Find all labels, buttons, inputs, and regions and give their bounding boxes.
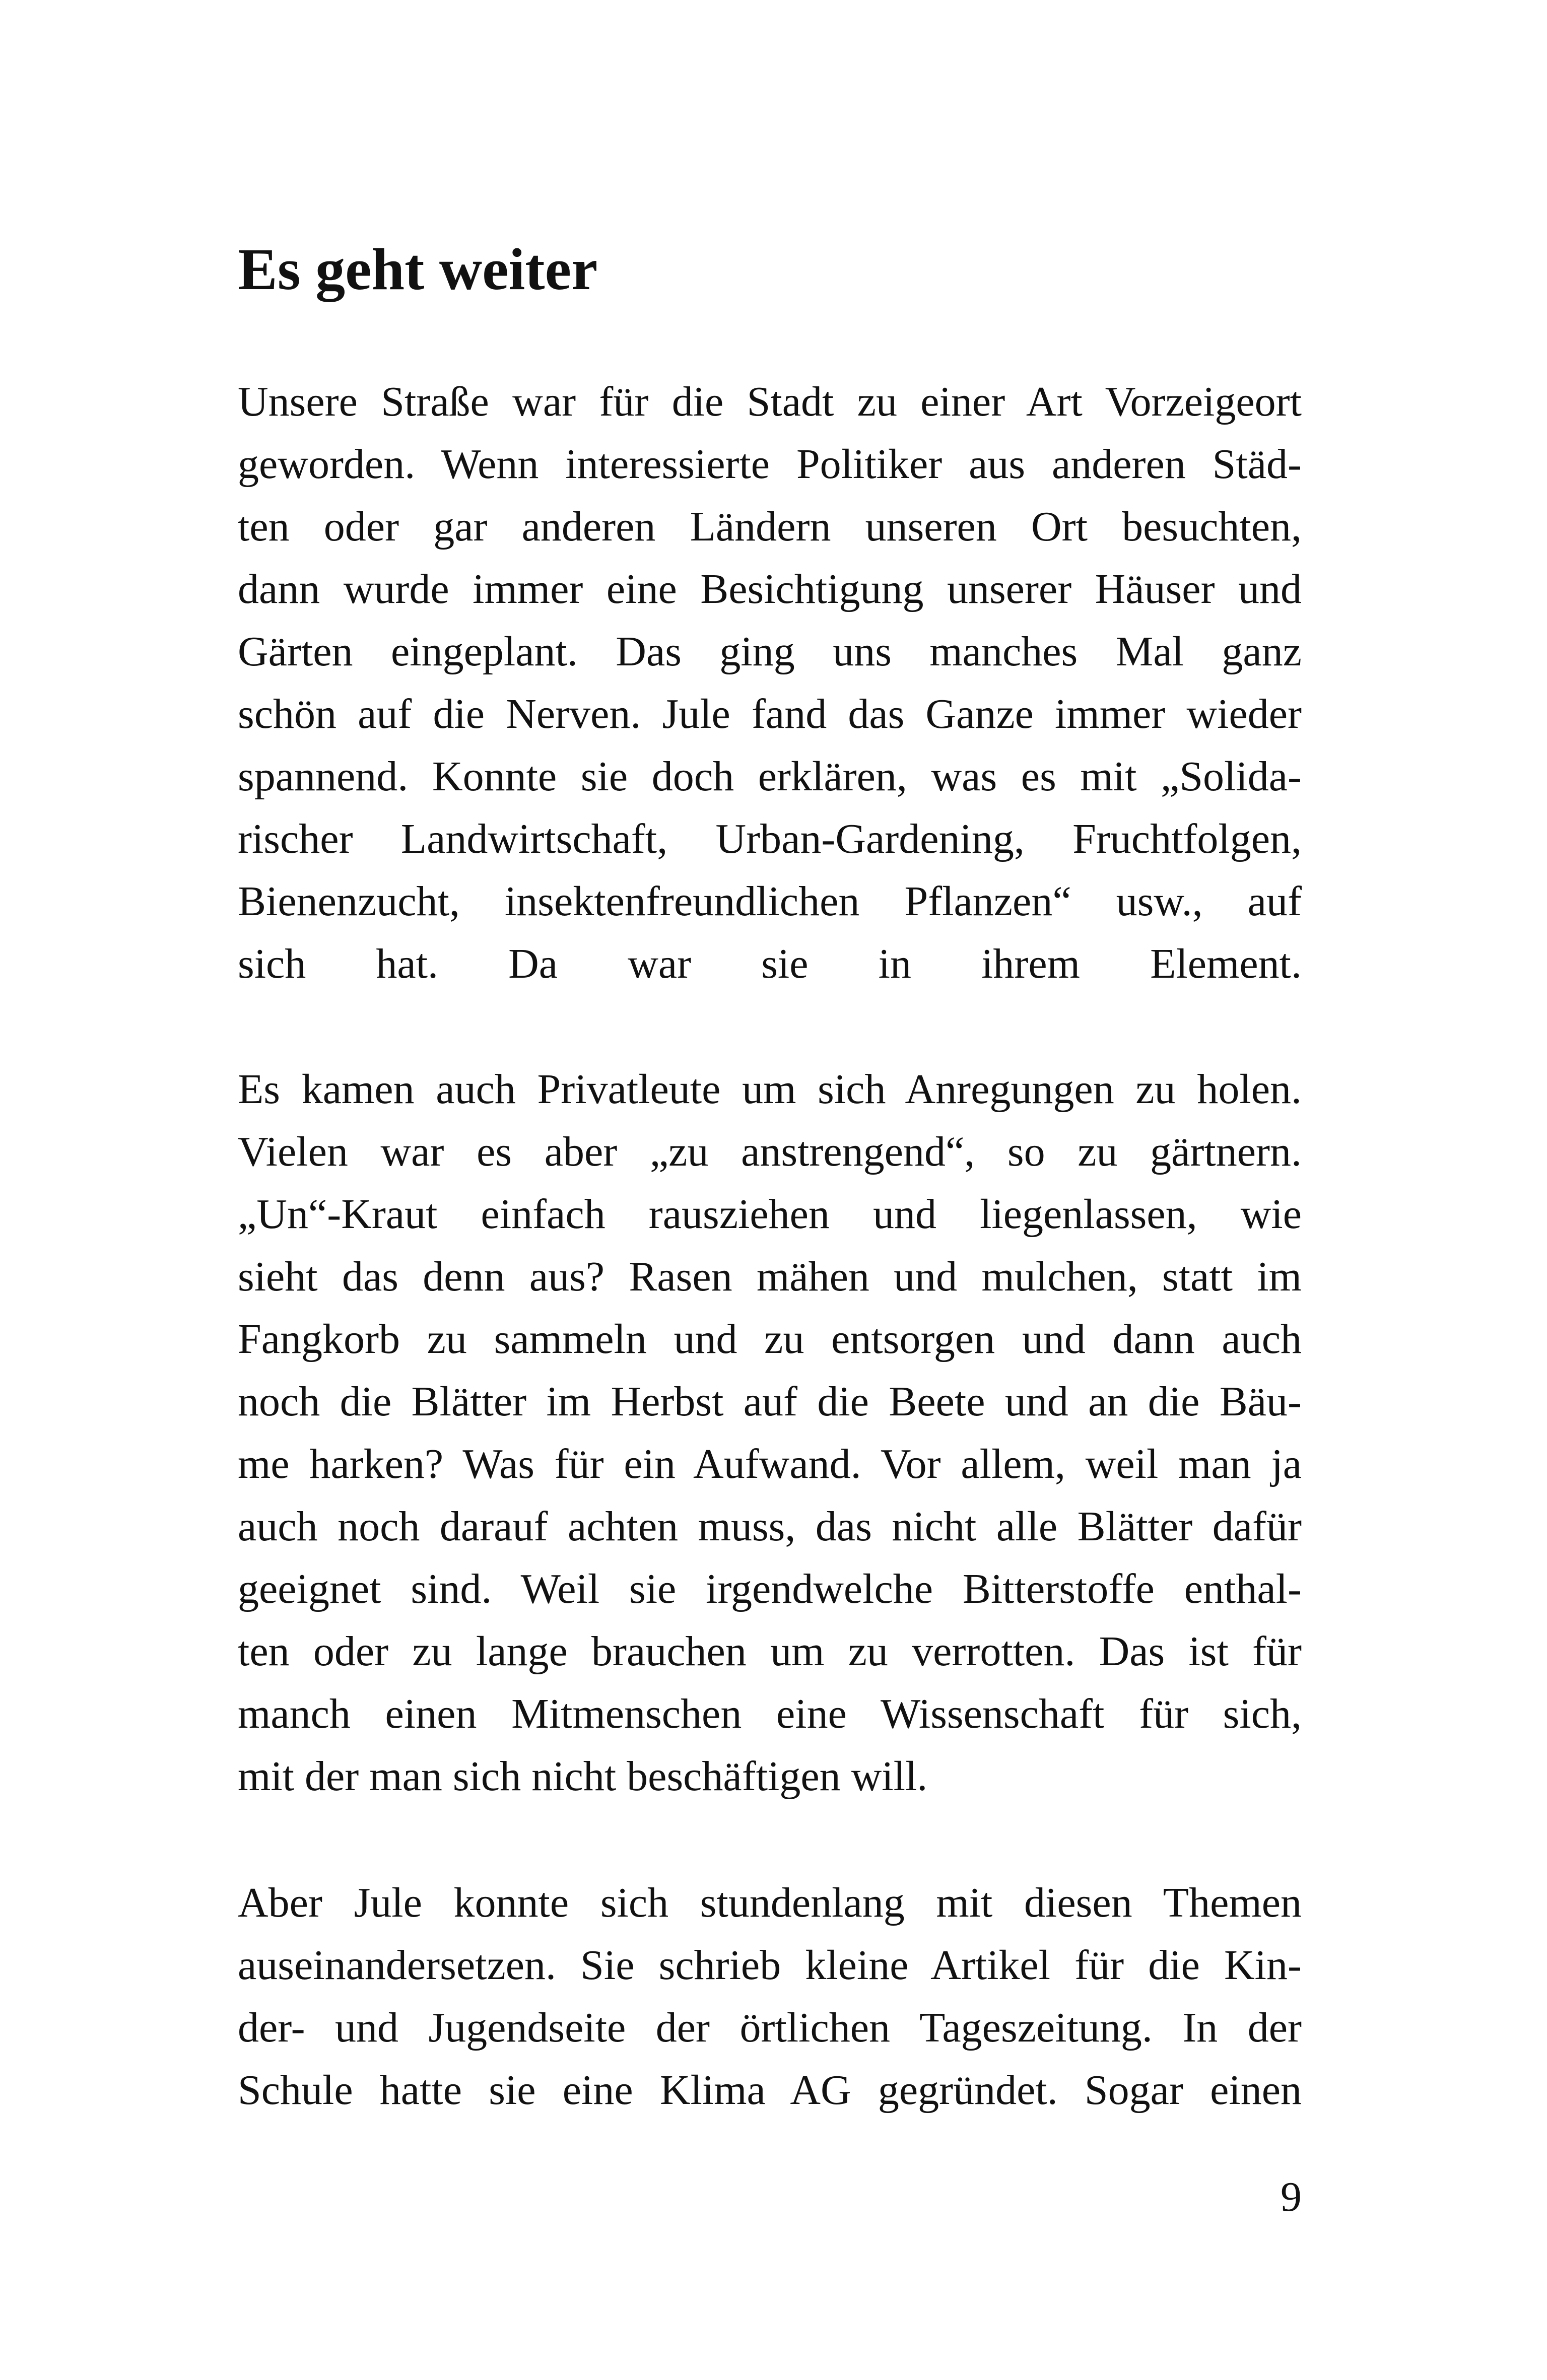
text-line: Bienenzucht, insektenfreundlichen Pflanzen“ usw., auf: [238, 878, 1302, 925]
text-line: schön auf die Nerven. Jule fand das Ganze immer wieder: [238, 691, 1302, 737]
text-line: Unsere Straße war für die Stadt zu einer Art Vorzeigeort: [238, 378, 1302, 425]
text-line: Vielen war es aber „zu anstrengend“, so zu gärtnern.: [238, 1128, 1302, 1175]
text-line: geworden. Wenn interessierte Politiker aus anderen Städ-: [238, 441, 1302, 488]
text-line: Fangkorb zu sammeln und zu entsorgen und dann auch: [238, 1316, 1302, 1363]
text-line: ten oder gar anderen Ländern unseren Ort besuchten,: [238, 503, 1302, 550]
paragraph-1: [238, 371, 1302, 995]
text-line: Schule hatte sie eine Klima AG gegründet. Sogar einen: [238, 2067, 1302, 2114]
text-line: geeignet sind. Weil sie irgendwelche Bitterstoffe enthal-: [238, 1566, 1302, 1612]
text-line: mit der man sich nicht beschäftigen will.: [238, 1753, 928, 1800]
text-line: auch noch darauf achten muss, das nicht alle Blätter dafür: [238, 1503, 1302, 1550]
text-line: Gärten eingeplant. Das ging uns manches Mal ganz: [238, 628, 1302, 675]
text-line: dann wurde immer eine Besichtigung unserer Häuser und: [238, 566, 1302, 613]
page-number: 9: [1281, 2173, 1302, 2220]
text-line: Aber Jule konnte sich stundenlang mit diesen Themen: [238, 1879, 1302, 1926]
text-line: rischer Landwirtschaft, Urban-Gardening, Fruchtfolgen,: [238, 815, 1302, 862]
text-line: sieht das denn aus? Rasen mähen und mulchen, statt im: [238, 1253, 1302, 1300]
text-line: manch einen Mitmenschen eine Wissenschaft für sich,: [238, 1690, 1302, 1737]
text-line: auseinandersetzen. Sie schrieb kleine Artikel für die Kin-: [238, 1942, 1302, 1989]
paragraph-2: [238, 1058, 1302, 1808]
text-line: Es kamen auch Privatleute um sich Anregungen zu holen.: [238, 1066, 1302, 1113]
text-line: ten oder zu lange brauchen um zu verrotten. Das ist für: [238, 1628, 1302, 1675]
text-line: noch die Blätter im Herbst auf die Beete und an die Bäu-: [238, 1378, 1302, 1425]
chapter-title: Es geht weiter: [238, 236, 598, 302]
text-line: „Un“-Kraut einfach rausziehen und liegenlassen, wie: [238, 1191, 1302, 1238]
text-line: me harken? Was für ein Aufwand. Vor allem, weil man ja: [238, 1441, 1302, 1487]
text-line: spannend. Konnte sie doch erklären, was es mit „Solida-: [238, 753, 1302, 800]
text-line: sich hat. Da war sie in ihrem Element.: [238, 940, 1302, 987]
text-line: der- und Jugendseite der örtlichen Tageszeitung. In der: [238, 2004, 1302, 2051]
paragraph-3: [238, 1872, 1302, 2122]
